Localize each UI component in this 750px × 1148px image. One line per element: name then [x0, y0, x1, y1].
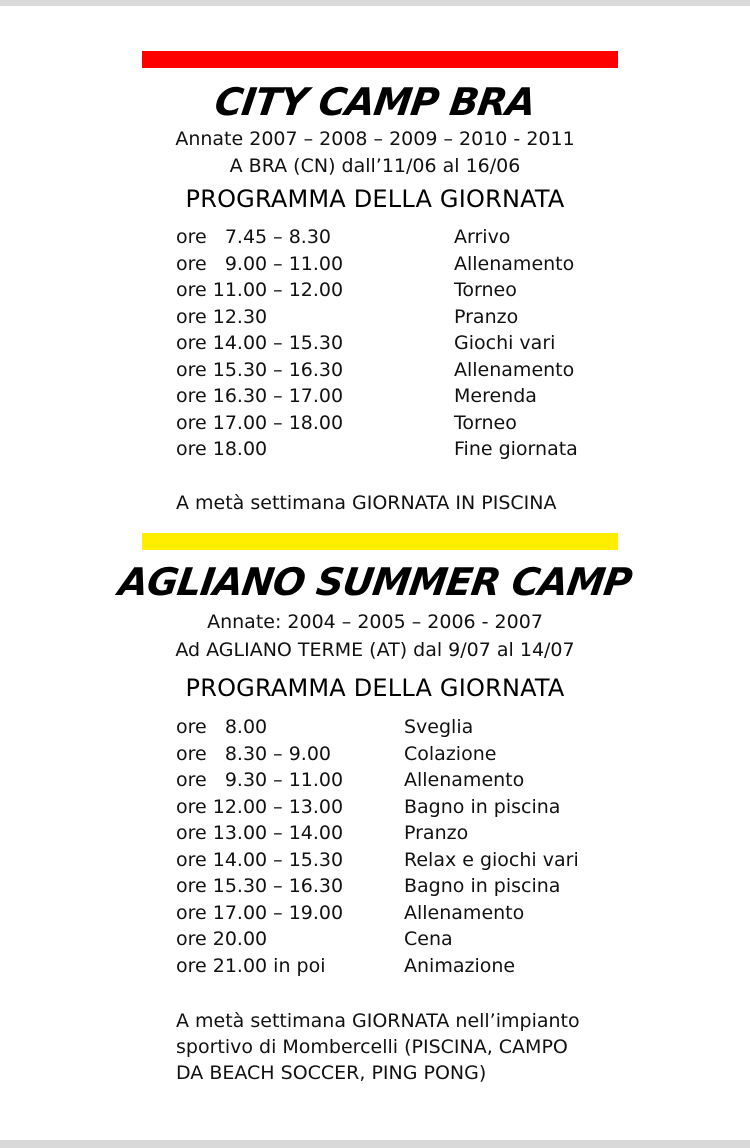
schedule-activity: Allenamento [404, 901, 525, 924]
schedule-activity: Giochi vari [454, 332, 556, 354]
schedule-time: ore 8.00 [176, 716, 268, 738]
schedule-activity: Arrivo [454, 226, 511, 248]
schedule-activity: Cena [404, 928, 453, 950]
schedule-time: ore 16.30 – 17.00 [176, 385, 344, 407]
schedule-activity: Sveglia [404, 716, 474, 738]
camp2-note-line-3: DA BEACH SOCCER, PING PONG) [176, 1062, 487, 1084]
schedule-time: ore 11.00 – 12.00 [176, 279, 344, 301]
schedule-time: ore 13.00 – 14.00 [176, 822, 344, 844]
red-divider-bar [142, 51, 618, 68]
camp1-note: A metà settimana GIORNATA IN PISCINA [176, 492, 557, 514]
yellow-divider-bar [142, 533, 618, 550]
schedule-time: ore 17.00 – 18.00 [176, 411, 344, 434]
camp2-note-line-1: A metà settimana GIORNATA nell’impianto [176, 1010, 580, 1032]
camp2-note-line-2: sportivo di Mombercelli (PISCINA, CAMPO [176, 1036, 568, 1058]
schedule-time: ore 14.00 – 15.30 [176, 332, 344, 354]
camp2-years: Annate: 2004 – 2005 – 2006 - 2007 [207, 611, 543, 633]
schedule-time: ore 15.30 – 16.30 [176, 875, 344, 897]
schedule-activity: Allenamento [404, 769, 525, 791]
schedule-time: ore 12.30 [176, 305, 268, 328]
schedule-activity: Allenamento [454, 358, 575, 381]
schedule-time: ore 15.30 – 16.30 [176, 358, 344, 381]
schedule-activity: Relax e giochi vari [404, 848, 579, 871]
schedule-time: ore 17.00 – 19.00 [176, 901, 344, 924]
schedule-activity: Bagno in piscina [404, 875, 561, 897]
schedule-time: ore 20.00 [176, 928, 268, 950]
schedule-time: ore 18.00 [176, 438, 268, 460]
schedule-time: ore 14.00 – 15.30 [176, 848, 344, 871]
schedule-activity: Pranzo [404, 822, 469, 844]
schedule-activity: Allenamento [454, 252, 575, 275]
schedule-activity: Fine giornata [454, 438, 578, 460]
schedule-activity: Bagno in piscina [404, 795, 561, 818]
schedule-activity: Pranzo [454, 305, 519, 328]
schedule-activity: Torneo [454, 279, 517, 301]
city-camp-bra-title: CITY CAMP BRA [212, 80, 538, 124]
agliano-summer-camp-title: AGLIANO SUMMER CAMP [115, 560, 635, 604]
camp1-program-title: PROGRAMMA DELLA GIORNATA [185, 185, 565, 213]
camp1-location: A BRA (CN) dall’11/06 al 16/06 [229, 155, 521, 177]
camp2-program-title: PROGRAMMA DELLA GIORNATA [185, 674, 565, 702]
schedule-activity: Torneo [454, 411, 517, 434]
document-page [0, 6, 750, 1140]
schedule-time: ore 9.00 – 11.00 [176, 252, 344, 275]
schedule-activity: Merenda [454, 385, 537, 407]
schedule-activity: Colazione [404, 742, 497, 765]
schedule-time: ore 9.30 – 11.00 [176, 769, 344, 791]
schedule-activity: Animazione [404, 954, 516, 977]
schedule-time: ore 21.00 in poi [176, 954, 326, 977]
camp1-years: Annate 2007 – 2008 – 2009 – 2010 - 2011 [175, 128, 575, 150]
schedule-time: ore 7.45 – 8.30 [176, 226, 332, 248]
schedule-time: ore 12.00 – 13.00 [176, 795, 344, 818]
schedule-time: ore 8.30 – 9.00 [176, 742, 332, 765]
camp2-location: Ad AGLIANO TERME (AT) dal 9/07 al 14/07 [175, 639, 575, 661]
